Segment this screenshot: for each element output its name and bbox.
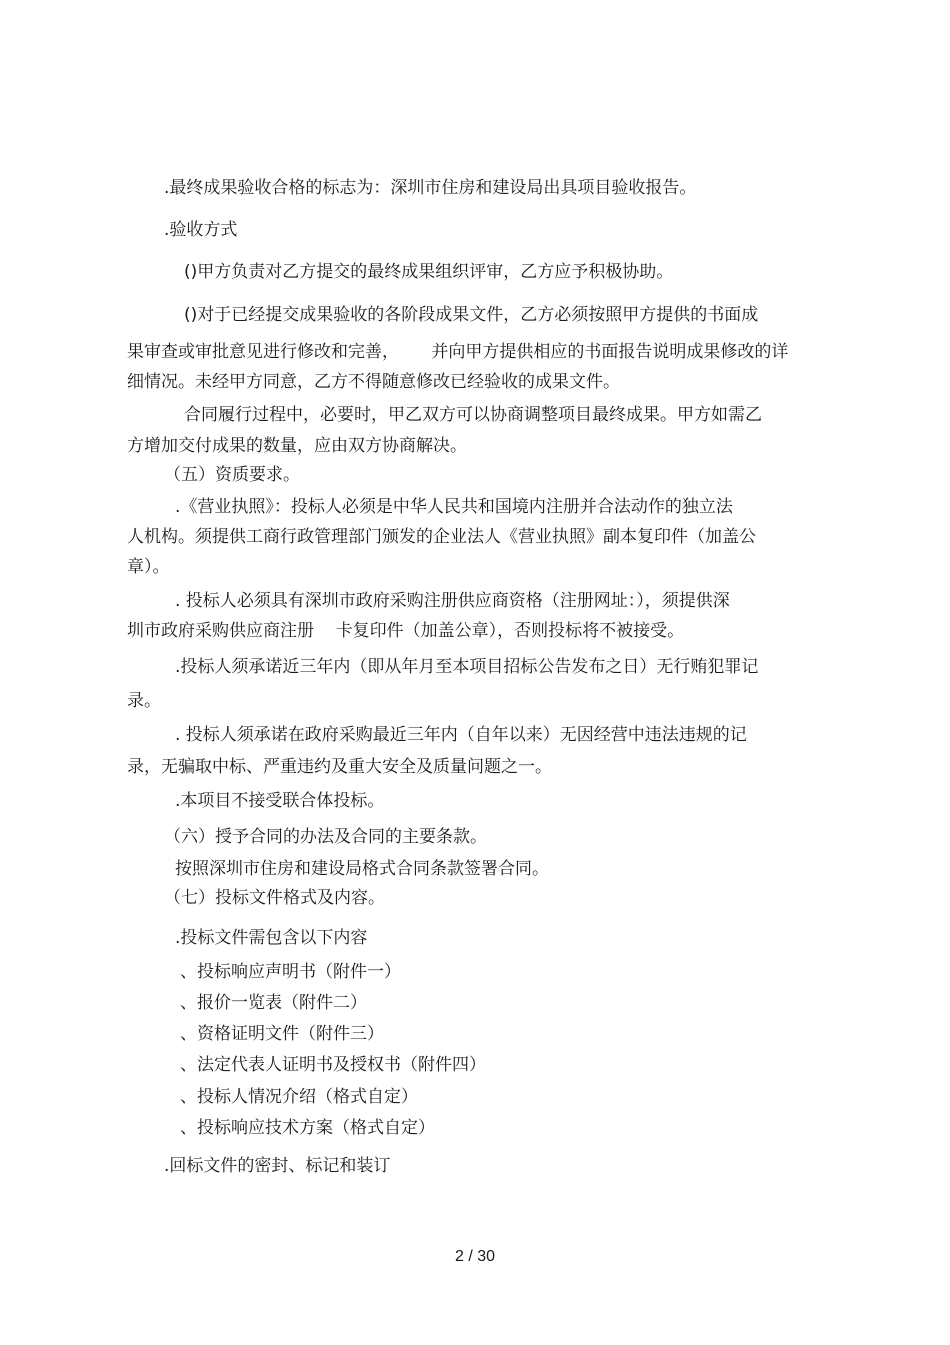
list-item: 、资格证明文件（附件三） <box>180 1024 384 1044</box>
list-item: 、法定代表人证明书及授权书（附件四） <box>180 1055 486 1075</box>
text-line: .投标人须承诺近三年内（即从年月至本项目招标公告发布之日）无行贿犯罪记 <box>175 657 759 677</box>
text-line: 方增加交付成果的数量，应由双方协商解决。 <box>127 436 467 456</box>
list-item: 、投标人情况介绍（格式自定） <box>180 1087 418 1107</box>
text-line: 果审查或审批意见进行修改和完善， 并向甲方提供相应的书面报告说明成果修改的详 <box>127 342 789 362</box>
section-heading: （六）授予合同的办法及合同的主要条款。 <box>164 827 487 847</box>
text-line: .回标文件的密封、标记和装订 <box>164 1156 391 1176</box>
section-heading: （五）资质要求。 <box>164 465 300 485</box>
text-line: 圳市政府采购供应商注册 卡复印件（加盖公章），否则投标将不被接受。 <box>127 621 685 641</box>
text-line: ()甲方负责对乙方提交的最终成果组织评审，乙方应予积极协助。 <box>184 262 674 282</box>
page-number: 2 / 30 <box>454 1248 496 1265</box>
text-line: .最终成果验收合格的标志为：深圳市住房和建设局出具项目验收报告。 <box>164 178 697 198</box>
text-line: .投标文件需包含以下内容 <box>175 928 368 948</box>
text-line: 章）。 <box>127 557 170 577</box>
list-item: 、投标响应技术方案（格式自定） <box>180 1118 435 1138</box>
text-line: 录，无骗取中标、严重违约及重大安全及质量问题之一。 <box>127 757 552 777</box>
text-line: . 投标人须承诺在政府采购最近三年内（自年以来）无因经营中违法违规的记 <box>175 725 747 745</box>
text-line: 人机构。须提供工商行政管理部门颁发的企业法人《营业执照》副本复印件（加盖公 <box>127 527 756 547</box>
list-item: 、报价一览表（附件二） <box>180 993 367 1013</box>
text-line: ()对于已经提交成果验收的各阶段成果文件，乙方必须按照甲方提供的书面成 <box>184 305 759 325</box>
text-line: 按照深圳市住房和建设局格式合同条款签署合同。 <box>175 859 549 879</box>
section-heading: （七）投标文件格式及内容。 <box>164 888 385 908</box>
list-item: 、投标响应声明书（附件一） <box>180 962 401 982</box>
text-line: 录。 <box>127 691 161 711</box>
text-line: 细情况。未经甲方同意，乙方不得随意修改已经验收的成果文件。 <box>127 372 620 392</box>
text-line: 合同履行过程中，必要时，甲乙双方可以协商调整项目最终成果。甲方如需乙 <box>184 405 762 425</box>
text-line: .本项目不接受联合体投标。 <box>175 791 385 811</box>
text-line: .验收方式 <box>164 220 238 240</box>
text-line: .《营业执照》：投标人必须是中华人民共和国境内注册并合法动作的独立法 <box>175 497 733 517</box>
text-line: . 投标人必须具有深圳市政府采购注册供应商资格（注册网址：），须提供深 <box>175 591 730 611</box>
